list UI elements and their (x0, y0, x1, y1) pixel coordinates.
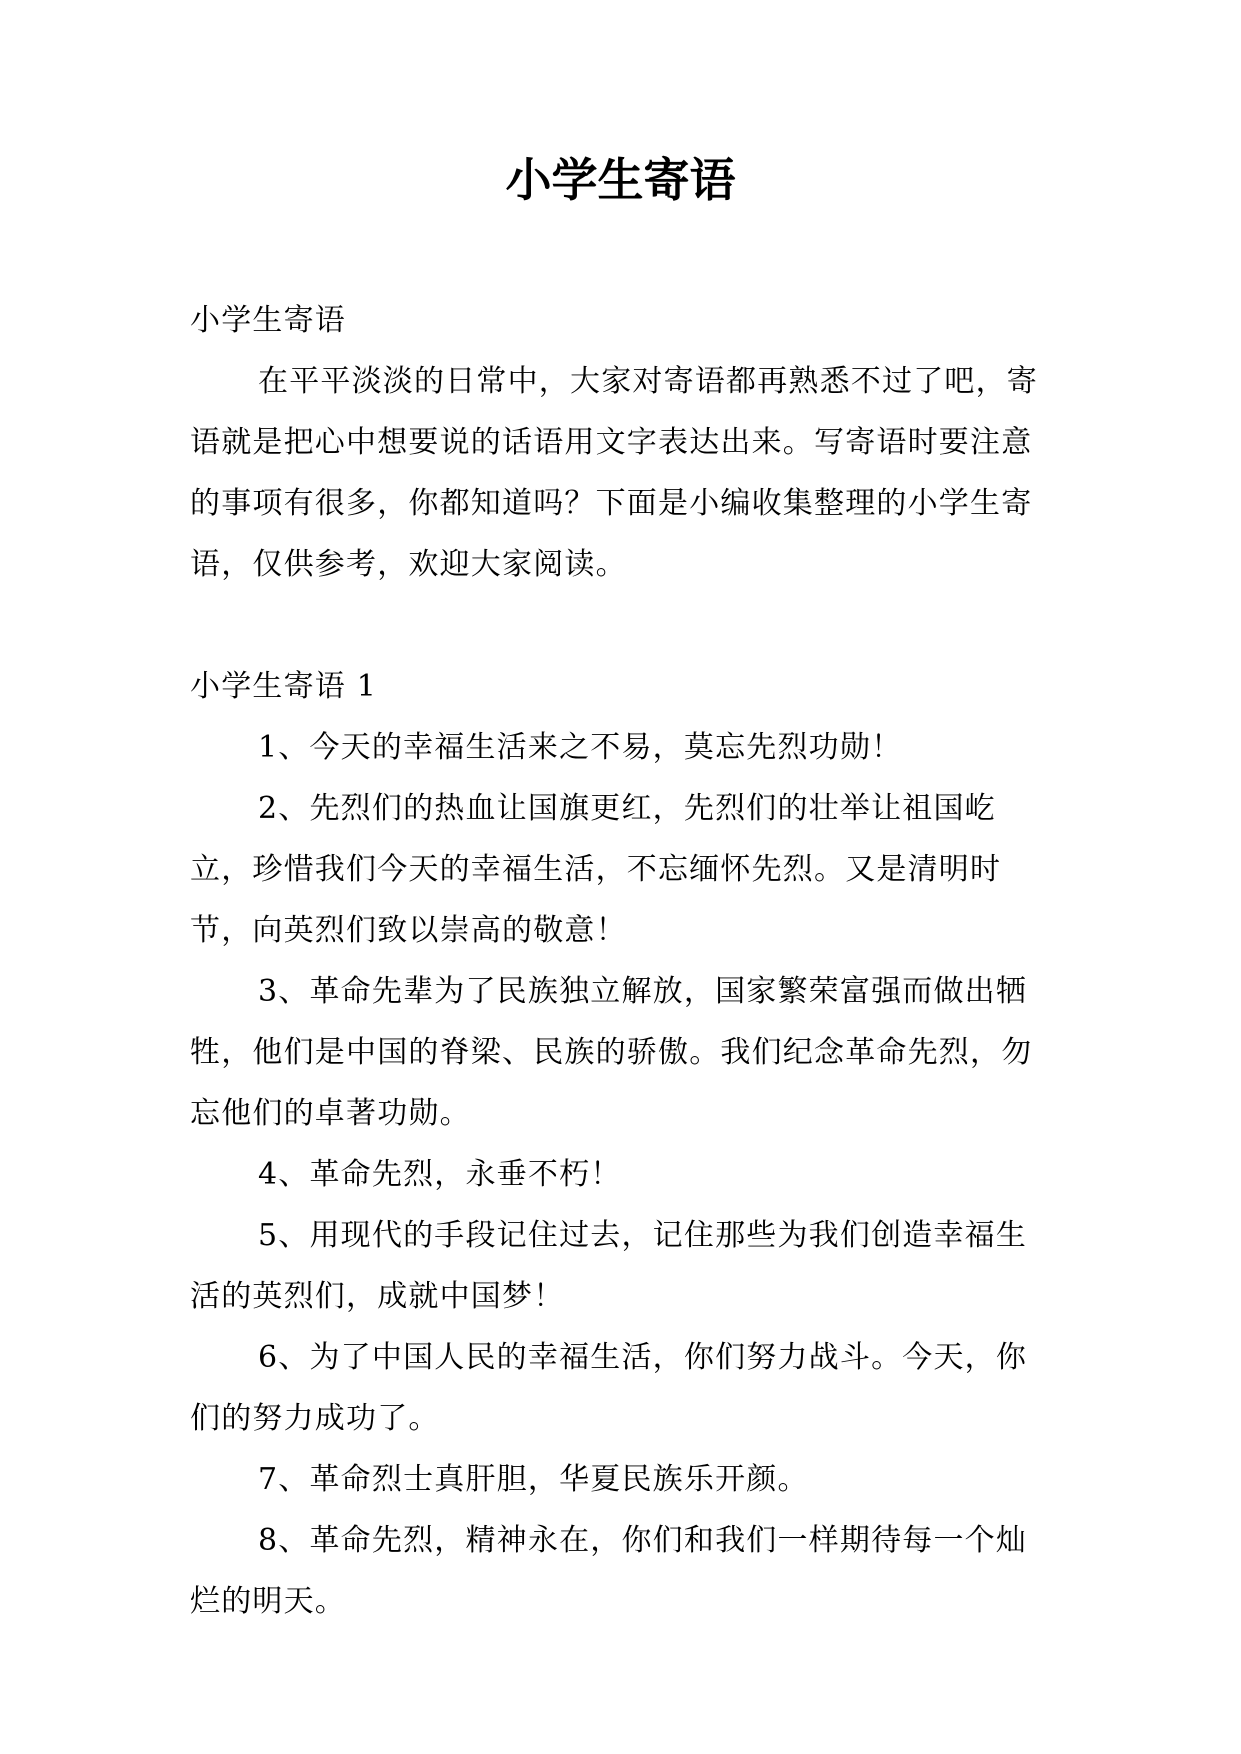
list-item: 5、用现代的手段记住过去，记住那些为我们创造幸福生活的英烈们，成就中国梦！ (190, 1218, 1028, 1314)
list-item: 4、革命先烈，永垂不朽！ (258, 1157, 622, 1192)
list-item: 1、今天的幸福生活来之不易，莫忘先烈功勋！ (258, 730, 903, 765)
paragraph-spacer (190, 595, 1052, 656)
list-item: 2、先烈们的热血让国旗更红，先烈们的壮举让祖国屹立，珍惜我们今天的幸福生活，不忘缅怀先烈。又是清明时节，向英烈们致以崇高的敬意！ (190, 791, 1002, 948)
list-item: 7、革命烈士真肝胆，华夏民族乐开颜。 (258, 1462, 809, 1497)
list-item: 3、革命先辈为了民族独立解放，国家繁荣富强而做出牺牲，他们是中国的脊梁、民族的骄傲。我们纪念革命先烈，勿忘他们的卓著功勋。 (190, 974, 1033, 1131)
section-heading: 小学生寄语 1 (190, 669, 378, 704)
intro-paragraph: 在平平淡淡的日常中，大家对寄语都再熟悉不过了吧，寄语就是把心中想要说的话语用文字表达出来。写寄语时要注意的事项有很多，你都知道吗？下面是小编收集整理的小学生寄语，仅供参考，欢迎大家阅读。 (190, 364, 1038, 582)
document-body (190, 290, 1052, 1632)
intro-heading: 小学生寄语 (190, 303, 346, 338)
document-title: 小学生寄语 (505, 153, 736, 207)
list-item: 6、为了中国人民的幸福生活，你们努力战斗。今天，你们的努力成功了。 (190, 1340, 1028, 1436)
list-item: 8、革命先烈，精神永在，你们和我们一样期待每一个灿烂的明天。 (190, 1523, 1028, 1619)
